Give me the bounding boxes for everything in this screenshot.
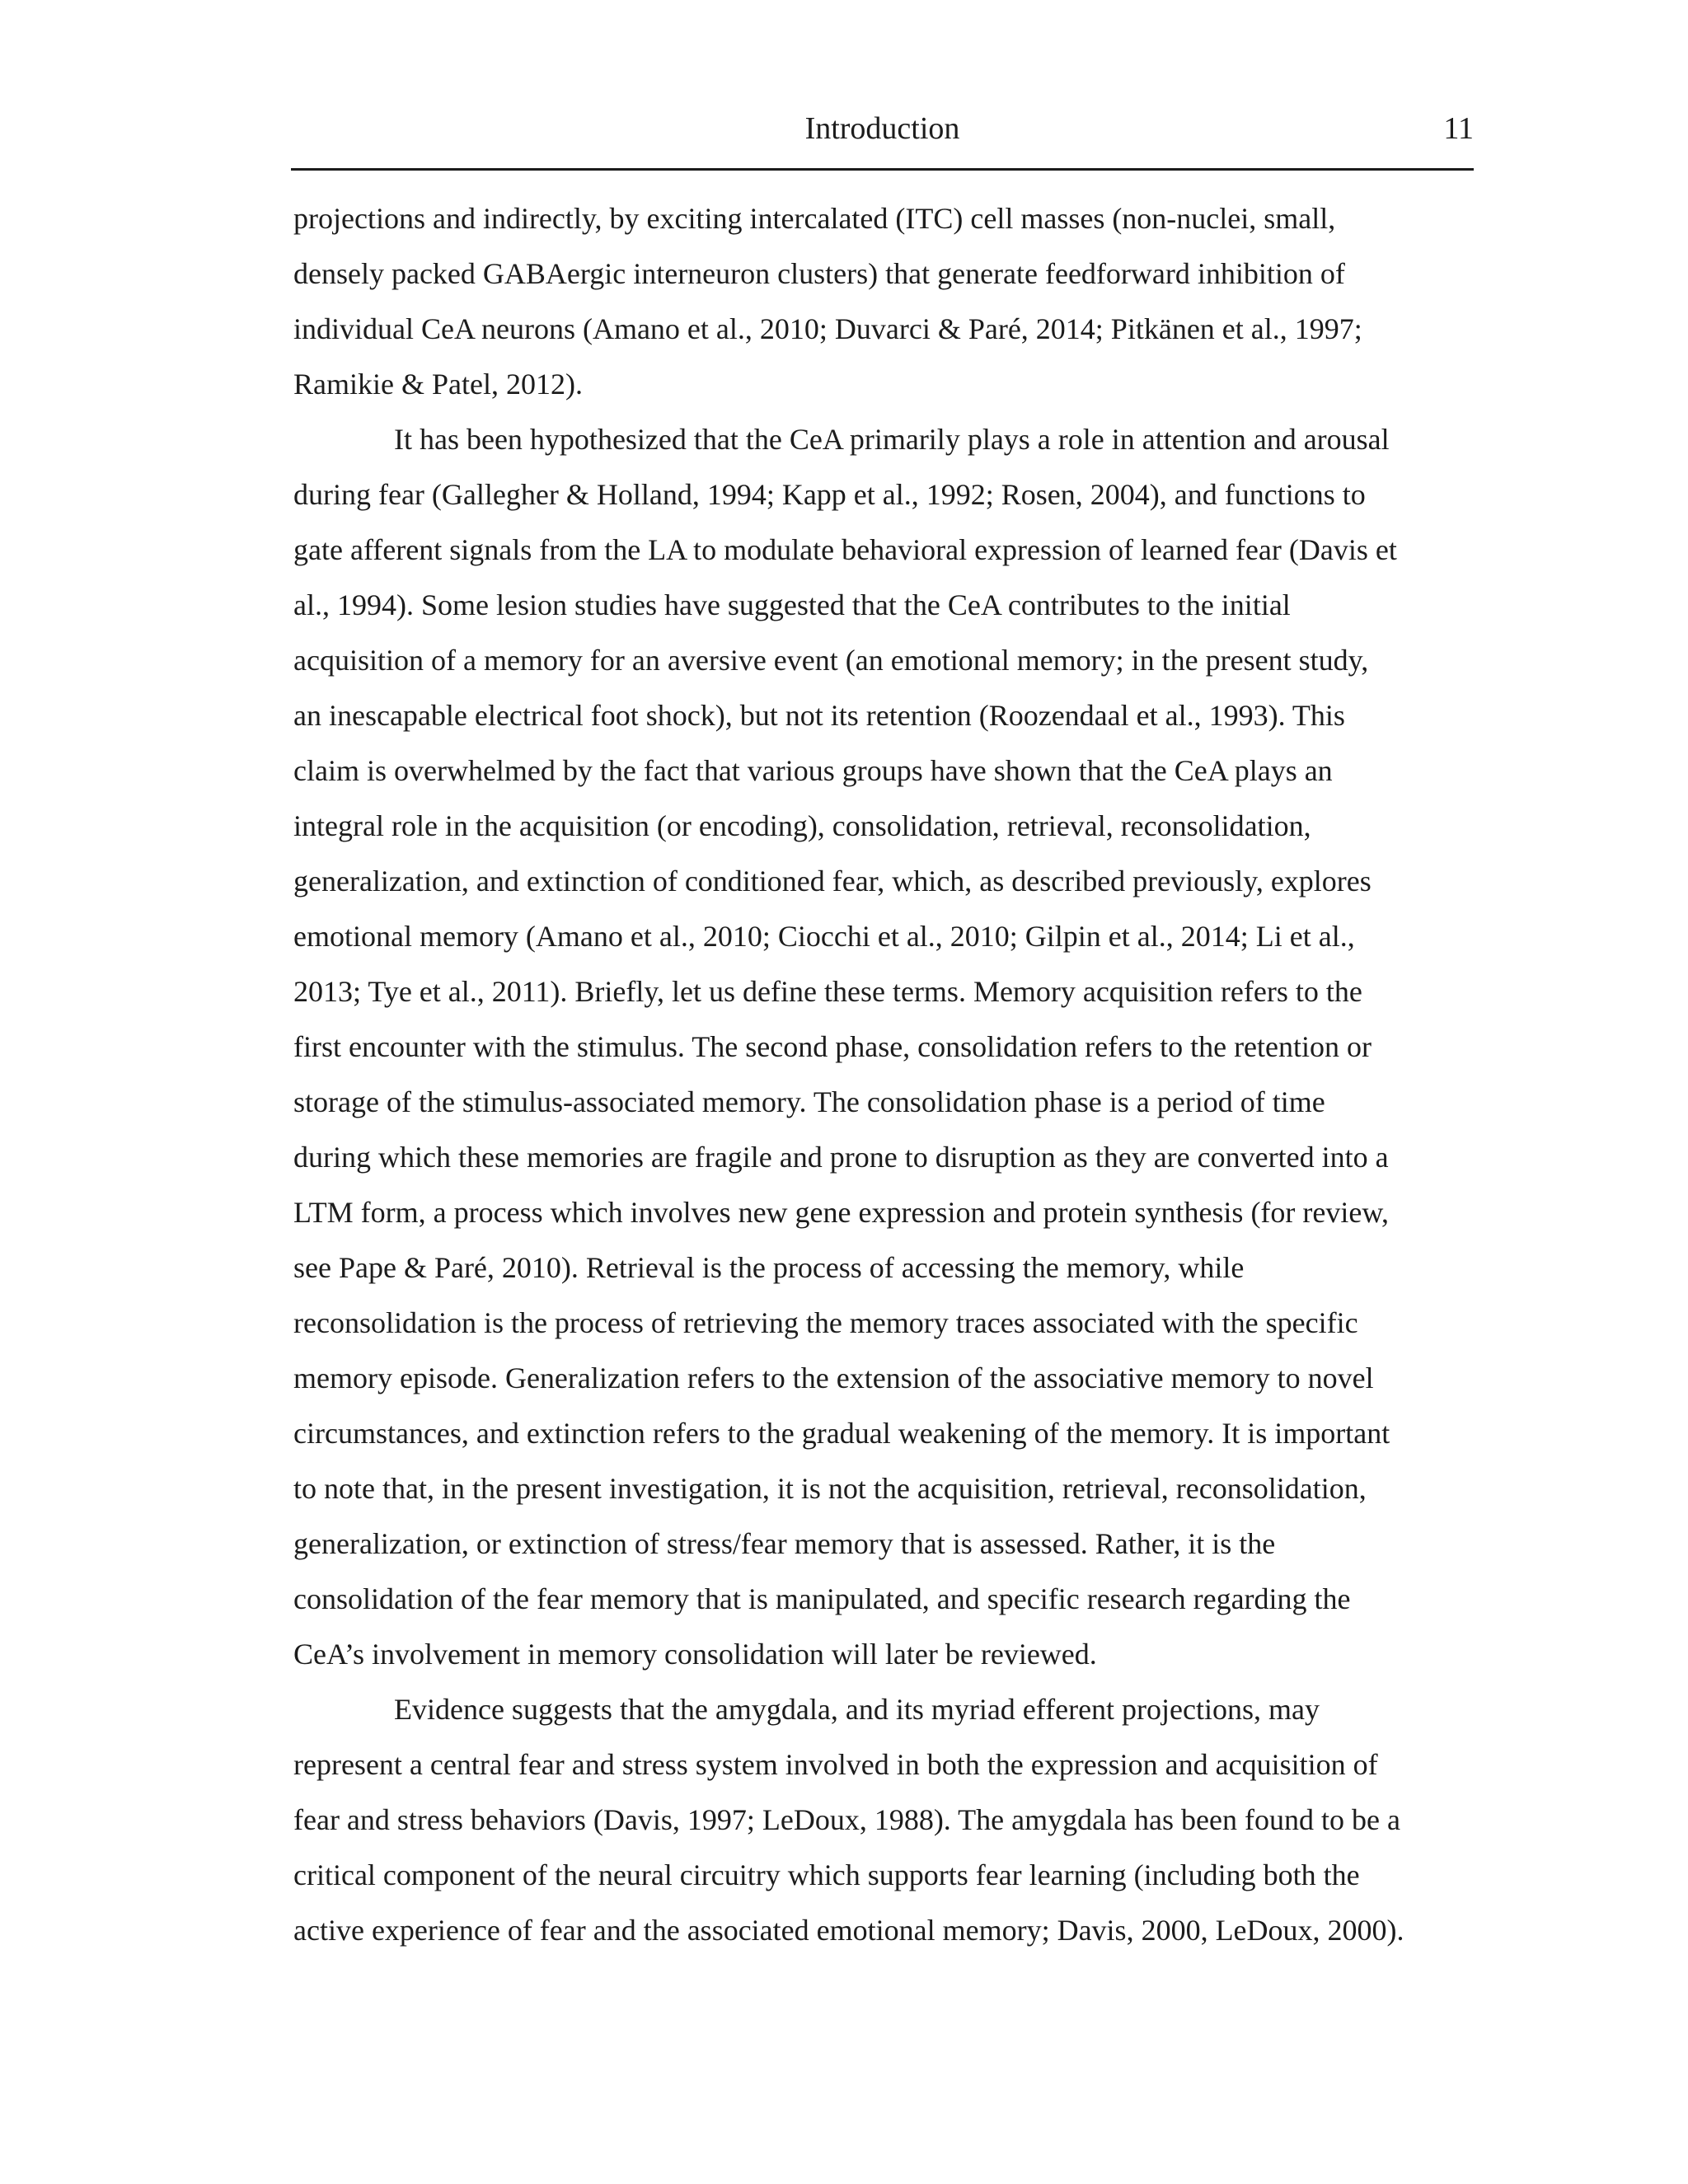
text-line: integral role in the acquisition (or encoding), consolidation, retrieval, reconsolidation, (293, 809, 1311, 842)
text-line: It has been hypothesized that the CeA primarily plays a role in attention and arousal (394, 423, 1390, 456)
text-line: consolidation of the fear memory that is manipulated, and specific research regarding the (293, 1582, 1351, 1615)
text-line: critical component of the neural circuitry which supports fear learning (including both the (293, 1858, 1360, 1891)
text-line: reconsolidation is the process of retrieving the memory traces associated with the specific (293, 1306, 1358, 1339)
text-line: al., 1994). Some lesion studies have suggested that the CeA contributes to the initial (293, 588, 1291, 621)
text-line: projections and indirectly, by exciting intercalated (ITC) cell masses (non-nuclei, small, (293, 202, 1336, 235)
text-line: densely packed GABAergic interneuron clusters) that generate feedforward inhibition of (293, 257, 1345, 290)
text-line: circumstances, and extinction refers to the gradual weakening of the memory. It is important (293, 1417, 1390, 1450)
text-line: memory episode. Generalization refers to the extension of the associative memory to novel (293, 1361, 1374, 1394)
text-line: gate afferent signals from the LA to modulate behavioral expression of learned fear (Davis et (293, 533, 1397, 566)
text-line: an inescapable electrical foot shock), but not its retention (Roozendaal et al., 1993). This (293, 699, 1345, 732)
body-text (293, 191, 1474, 1958)
text-line: acquisition of a memory for an aversive event (an emotional memory; in the present study, (293, 644, 1369, 677)
text-line: LTM form, a process which involves new gene expression and protein synthesis (for review, (293, 1196, 1390, 1229)
text-line: first encounter with the stimulus. The second phase, consolidation refers to the retention or (293, 1030, 1372, 1063)
text-line: active experience of fear and the associated emotional memory; Davis, 2000, LeDoux, 2000). (293, 1914, 1404, 1947)
text-line: generalization, and extinction of conditioned fear, which, as described previously, explores (293, 865, 1372, 898)
running-head (291, 105, 1474, 155)
text-line: CeA’s involvement in memory consolidation will later be reviewed. (293, 1638, 1097, 1671)
text-line: represent a central fear and stress system involved in both the expression and acquisition of (293, 1748, 1378, 1781)
text-line: individual CeA neurons (Amano et al., 2010; Duvarci & Paré, 2014; Pitkänen et al., 1997; (293, 312, 1362, 345)
text-line: Evidence suggests that the amygdala, and its myriad efferent projections, may (394, 1693, 1320, 1726)
text-line: during fear (Gallegher & Holland, 1994; Kapp et al., 1992; Rosen, 2004), and functions to (293, 478, 1366, 511)
text-line: Ramikie & Patel, 2012). (293, 368, 583, 401)
text-line: generalization, or extinction of stress/fear memory that is assessed. Rather, it is the (293, 1527, 1276, 1560)
header-rule (291, 168, 1474, 171)
text-line: during which these memories are fragile and prone to disruption as they are converted into a (293, 1141, 1389, 1174)
text-line: to note that, in the present investigation, it is not the acquisition, retrieval, reconsolidation, (293, 1472, 1367, 1505)
text-line: storage of the stimulus-associated memory. The consolidation phase is a period of time (293, 1085, 1325, 1118)
text-line: see Pape & Paré, 2010). Retrieval is the process of accessing the memory, while (293, 1251, 1245, 1284)
running-head-title: Introduction (804, 111, 960, 146)
text-line: 2013; Tye et al., 2011). Briefly, let us define these terms. Memory acquisition refers to the (293, 975, 1362, 1008)
text-line: fear and stress behaviors (Davis, 1997; LeDoux, 1988). The amygdala has been found to be a (293, 1803, 1400, 1836)
page-number: 11 (1443, 111, 1474, 146)
text-line: claim is overwhelmed by the fact that various groups have shown that the CeA plays an (293, 754, 1333, 787)
text-line: emotional memory (Amano et al., 2010; Ciocchi et al., 2010; Gilpin et al., 2014; Li et al., (293, 920, 1355, 953)
